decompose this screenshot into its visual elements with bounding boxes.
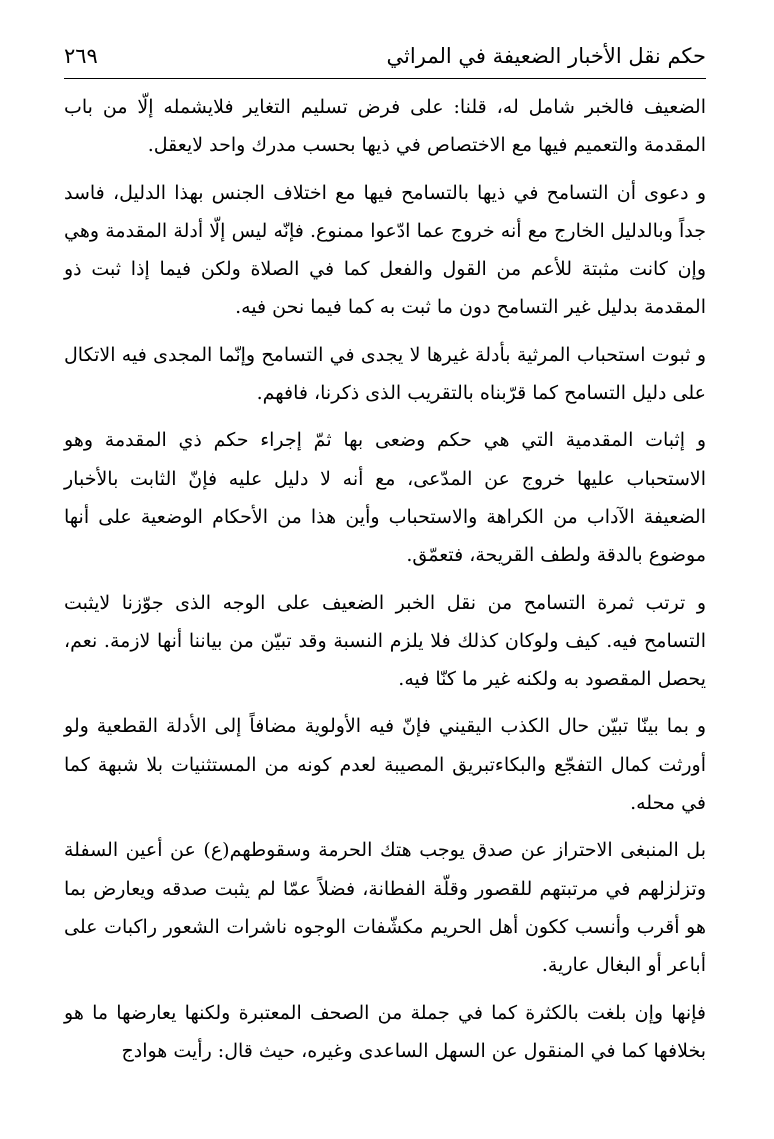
running-title: حكم نقل الأخبار الضعيفة في المراثي (386, 44, 706, 68)
body-text (64, 88, 706, 1079)
paragraph: و ثبوت استحباب المرثية بأدلة غيرها لا يجدى في التسامح وإنّما المجدى فيه الاتكال على دليل التسامح كما قرّبناه بالتقريب الذى ذكرنا، فافهم. (64, 343, 706, 405)
paragraph: و دعوى أن التسامح في ذيها بالتسامح فيها مع اختلاف الجنس بهذا الدليل، فاسد جداً وبالدليل الخارج مع أنه خروج عما ادّعوا ممنوع. فإنّه ليس إلّا أدلة المقدمة وهي وإن كانت مثبتة للأعم من القول والفعل كما في الصلاة ولكن فيما إذا ثبت ذو المقدمة بدليل غير التسامح دون ما ثبت به كما فيما نحن فيه. (64, 181, 706, 319)
paragraph: و بما بينّا تبيّن حال الكذب اليقيني فإنّ فيه الأولوية مضافاً إلى الأدلة القطعية ولو أورثت كمال التفجّع والبكاءتبريق المصيبة لعدم كونه من المستثنيات بلا شبهة كما في محله. (64, 715, 706, 815)
paragraph: بل المنبغى الاحتراز عن صدق يوجب هتك الحرمة وسقوطهم(ع) عن أعين السفلة وتزلزلهم في مرتبتهم للقصور وقلّة الفطانة، فضلاً عمّا لم يثبت صدقه ويعارض بما هو أقرب وأنسب ككون أهل الحريم مكشّفات الوجوه ناشرات الشعور راكبات على أباعر أو البغال عارية. (64, 839, 706, 977)
paragraph: الضعيف فالخبر شامل له، قلنا: على فرض تسليم التغاير فلايشمله إلّا من باب المقدمة والتعميم فيها مع الاختصاص في ذيها بحسب مدرك واحد لايعقل. (64, 96, 706, 157)
paragraph: و إثبات المقدمية التي هي حكم وضعى بها ثمّ إجراء حكم ذي المقدمة وهو الاستحباب عليها خروج عن المدّعى، مع أنه لا دليل عليه فإنّ الثابت بالأخبار الضعيفة الآداب من الكراهة والاستحباب وأين هذا من الأحكام الوضعية على أنها موضوع بالدقة ولطف القريحة، فتعمّق. (64, 429, 706, 567)
paragraph: و ترتب ثمرة التسامح من نقل الخبر الضعيف على الوجه الذى جوّزنا لايثبت التسامح فيه. كيف ولوكان كذلك فلا يلزم النسبة وقد تبيّن من بياننا أنها لازمة. نعم، يحصل المقصود به ولكنه غير ما كنّا فيه. (64, 591, 706, 691)
running-header (64, 36, 706, 79)
page-number: ٢٦٩ (64, 44, 98, 68)
paragraph: فإنها وإن بلغت بالكثرة كما في جملة من الصحف المعتبرة ولكنها يعارضها ما هو بخلافها كما في المنقول عن السهل الساعدى وغيره، حيث قال: رأيت هوادج (64, 1001, 706, 1062)
